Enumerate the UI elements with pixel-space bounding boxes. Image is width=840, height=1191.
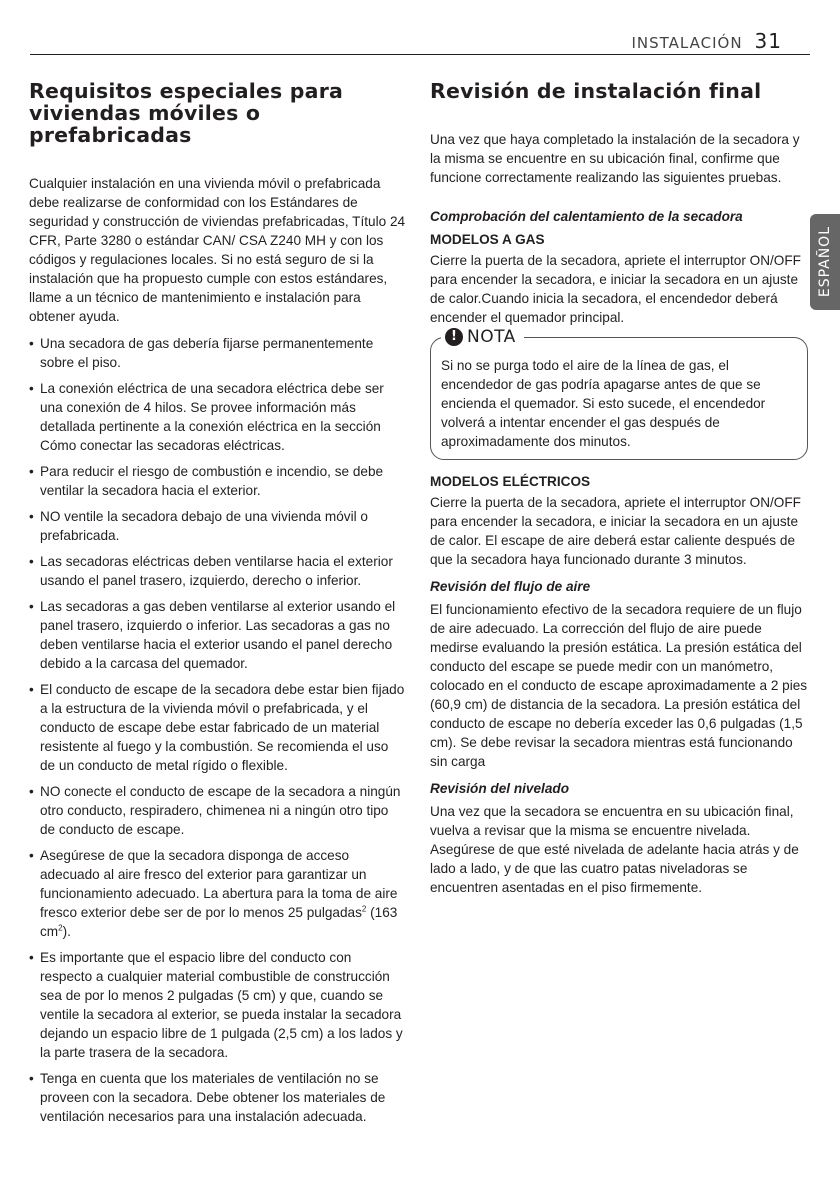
mobile-homes-intro: Cualquier instalación en una vivienda móvil o prefabricada debe realizarse de conformidad con los Estándares de seguridad y construcción de viviendas prefabricadas, Título 24 CFR, Parte 3280 o estándar CAN/ CSA Z240 MH y con los códigos y regulaciones locales. Si no está seguro de si la instalación que ha propuesto cumple con estos estándares, llame a un técnico de mantenimiento e instalación para obtener ayuda.: [29, 176, 406, 324]
list-item: • Las secadoras eléctricas deben ventilarse hacia el exterior usando el panel trasero, izquierdo, derecho o inferior.: [29, 552, 407, 590]
heating-check-title: Comprobación del calentamiento de la secadora: [430, 209, 743, 224]
list-item-fresh-air: [29, 846, 407, 941]
note-box: [430, 327, 808, 460]
note-header: [441, 327, 524, 347]
airflow-check-text: El funcionamiento efectivo de la secadora requiere de un flujo de aire adecuado. La corrección del flujo de aire puede medirse evaluando la presión estática. La presión estática del conducto del escape se puede medir con un manómetro, colocado en el conducto de escape aproximadamente a 2 pies (60,9 cm) de distancia de la secadora. La presión estática del conducto de escape no debería exceder las 0,6 pulgadas (1,5 cm). Se debe revisar la secadora mientras está funcionando sin carga: [430, 602, 808, 769]
superscript: 2: [361, 904, 367, 914]
language-tab: [810, 214, 840, 310]
fresh-air-text: Asegúrese de que la secadora disponga de acceso adecuado al aire fresco del exterior para garantizar un funcionamiento adecuado. La abertura para la toma de aire fresco exterior debe ser de por lo menos 25 pulgadas: [40, 848, 398, 920]
exclamation-icon: !: [445, 328, 463, 346]
header-section-title: INSTALACIÓN: [631, 34, 743, 52]
mobile-homes-heading: Requisitos especiales para viviendas móviles o prefabricadas: [29, 79, 344, 147]
fresh-air-text-end: ).: [62, 924, 71, 939]
right-column: [430, 80, 808, 905]
page-header: [631, 29, 782, 53]
gas-models-text: Cierre la puerta de la secadora, apriete el interruptor ON/OFF para encender la secadora, e iniciar la secadora en un ajuste de calor.Cuando inicia la secadora, el encendedor deberá encender el quemador principal.: [430, 253, 801, 325]
list-item: • Es importante que el espacio libre del conducto con respecto a cualquier material combustible de construcción sea de por lo menos 2 pulgadas (5 cm) y que, cuando se ventile la secadora al exterior, se pueda instalar la secadora dejando un espacio libre de 1 pulgada (2,5 cm) a los lados y la parte trasera de la secadora.: [29, 948, 407, 1062]
list-item: • La conexión eléctrica de una secadora eléctrica debe ser una conexión de 4 hilos. Se provee información más detallada pertinente a la conexión eléctrica en la sección Cómo conectar las secadoras eléctricas.: [29, 379, 407, 455]
final-check-intro: Una vez que haya completado la instalación de la secadora y la misma se encuentre en su ubicación final, confirme que funcione correctamente realizando las siguientes pruebas.: [430, 132, 800, 185]
level-check-text: Una vez que la secadora se encuentra en su ubicación final, vuelva a revisar que la misma se encuentre nivelada. Asegúrese de que esté nivelada de adelante hacia atrás y de lado a lado, y de que las cuatro patas niveladoras se encuentren asentadas en el piso firmemente.: [430, 804, 799, 895]
gas-models-title: MODELOS A GAS: [430, 232, 545, 247]
page-number: 31: [754, 29, 782, 53]
mobile-homes-requirements-list: [29, 334, 407, 1126]
electric-models-text: Cierre la puerta de la secadora, apriete el interruptor ON/OFF para encender la secadora, e iniciar la secadora en un ajuste de calor. El escape de aire deberá estar caliente después de que la secadora haya funcionado durante 3 minutos.: [430, 495, 801, 567]
list-item: • Las secadoras a gas deben ventilarse al exterior usando el panel trasero, izquierdo o inferior. Las secadoras a gas no deben ventilarse hacia el exterior usando el panel derecho debido a la carcasa del quemador.: [29, 597, 407, 673]
left-column: [29, 80, 407, 1133]
level-check-title: Revisión del nivelado: [430, 781, 569, 796]
fresh-air-text-metric: (163 cm: [40, 905, 398, 939]
list-item: • NO conecte el conducto de escape de la secadora a ningún otro conducto, respiradero, chimenea ni a ningún otro tipo de conducto de escape.: [29, 782, 407, 839]
list-item: • Tenga en cuenta que los materiales de ventilación no se proveen con la secadora. Debe obtener los materiales de ventilación necesarios para una instalación adecuada.: [29, 1069, 407, 1126]
header-divider: [30, 54, 810, 55]
final-check-heading: Revisión de instalación final: [430, 79, 762, 103]
electric-models-title: MODELOS ELÉCTRICOS: [430, 474, 591, 489]
airflow-check-title: Revisión del flujo de aire: [430, 579, 591, 594]
list-item: • Una secadora de gas debería fijarse permanentemente sobre el piso.: [29, 334, 407, 372]
list-item: • NO ventile la secadora debajo de una vivienda móvil o prefabricada.: [29, 507, 407, 545]
list-item: • El conducto de escape de la secadora debe estar bien fijado a la estructura de la vivienda móvil o prefabricada, y el conducto de escape debe estar fabricado de un material resistente al fuego y la combustión. Se recomienda el uso de un conducto de metal rígido o flexible.: [29, 680, 407, 775]
superscript: 2: [58, 923, 63, 933]
language-tab-label: ESPAÑOL: [817, 226, 833, 298]
note-text: Si no se purga todo el aire de la línea de gas, el encendedor de gas podría apagarse antes de que se encienda el quemador. Si esto sucede, el encendedor volverá a intentar encender el gas después de aproximadamente dos minutos.: [441, 358, 766, 449]
list-item: • Para reducir el riesgo de combustión e incendio, se debe ventilar la secadora hacia el exterior.: [29, 462, 407, 500]
note-title: NOTA: [467, 327, 516, 347]
